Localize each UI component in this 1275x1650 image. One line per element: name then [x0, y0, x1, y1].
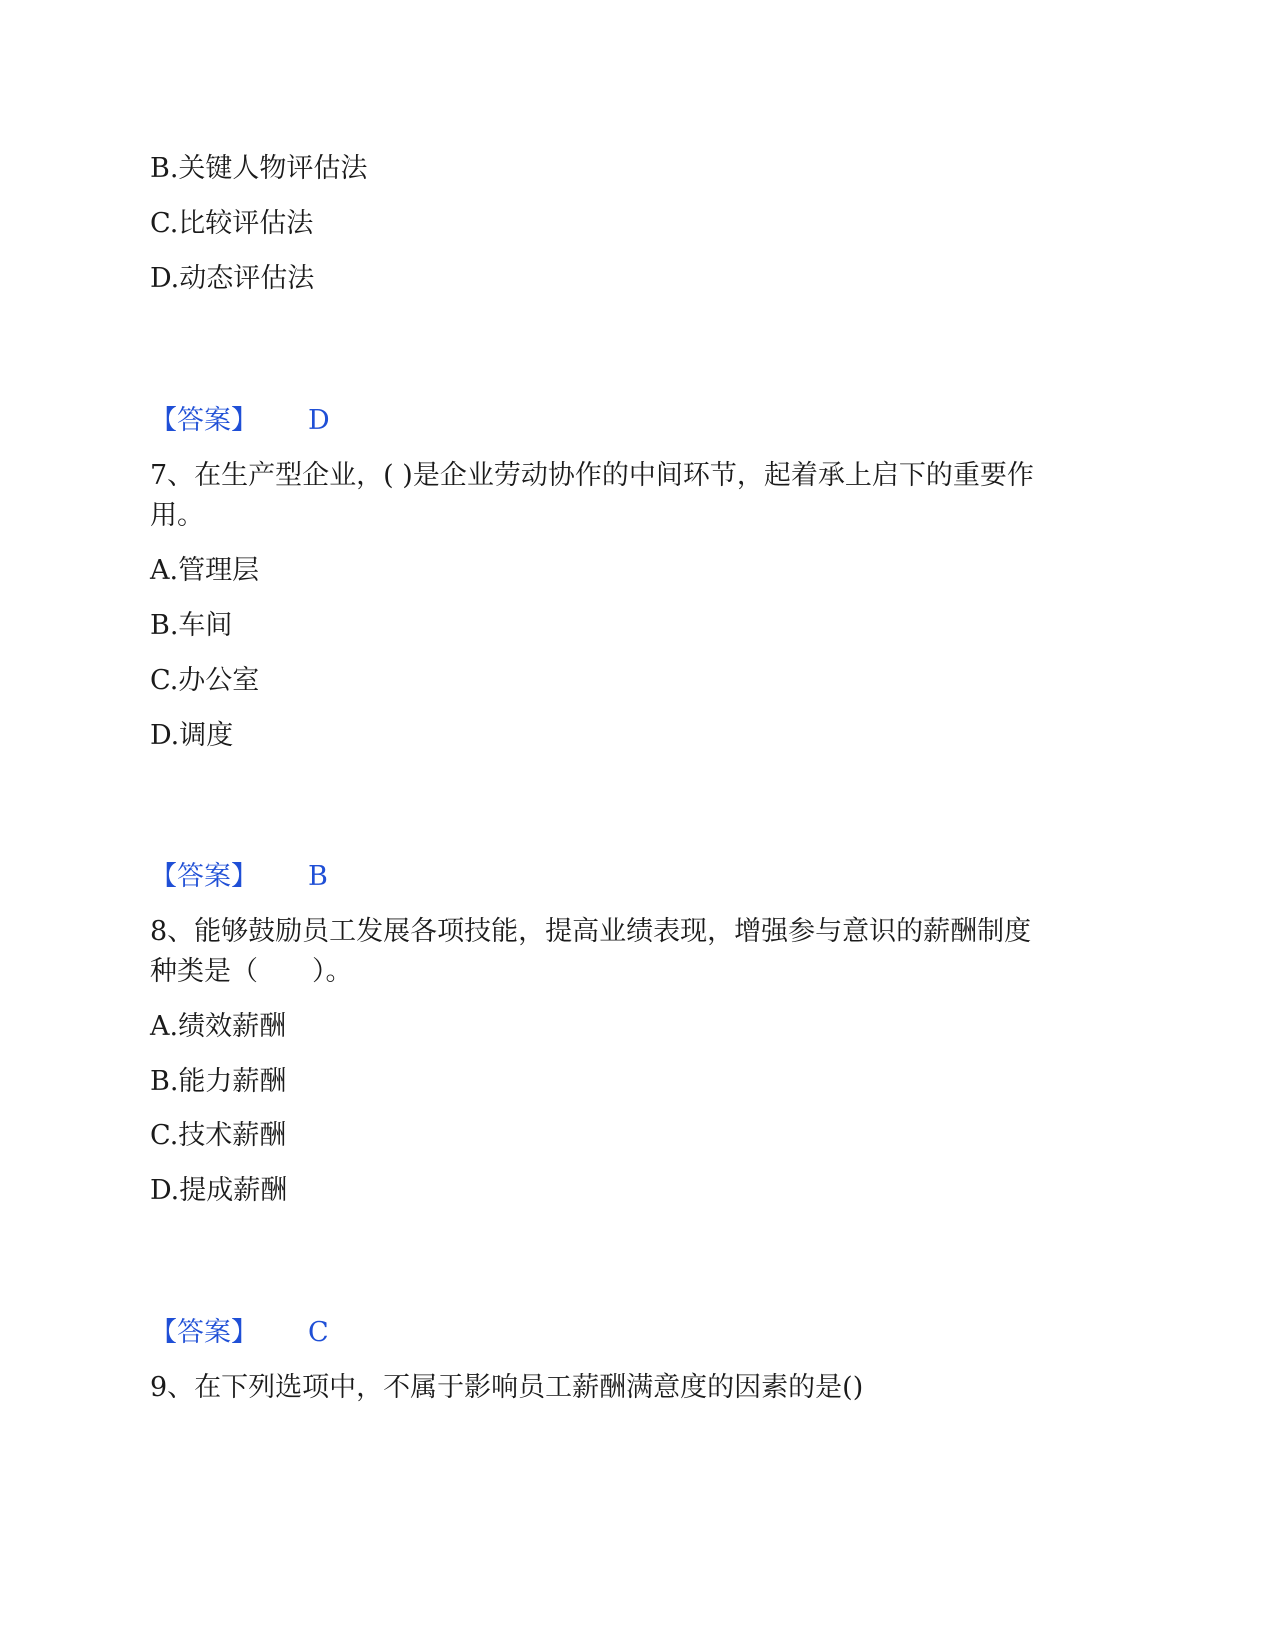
q6-option-c: C.比较评估法 — [150, 208, 314, 239]
q7-option-b: B.车间 — [150, 610, 233, 641]
q8-option-b: B.能力薪酬 — [150, 1066, 287, 1097]
q7-answer-label: 【答案】 — [150, 861, 258, 892]
q6-option-d: D.动态评估法 — [150, 263, 315, 294]
q8-stem-line2: 种类是（ ）。 — [150, 956, 353, 987]
q7-option-d: D.调度 — [150, 720, 234, 751]
q8-answer-label: 【答案】 — [150, 1317, 258, 1348]
q6-answer-label: 【答案】 — [150, 405, 258, 436]
q8-option-a: A.绩效薪酬 — [150, 1011, 287, 1042]
q7-option-c: C.办公室 — [150, 665, 260, 696]
q8-option-c: C.技术薪酬 — [150, 1120, 287, 1151]
q8-answer — [150, 1313, 329, 1353]
q6-option-b: B.关键人物评估法 — [150, 153, 368, 184]
q8-stem-line1: 8、能够鼓励员工发展各项技能，提高业绩表现，增强参与意识的薪酬制度 — [150, 916, 1032, 947]
q7-stem-line1: 7、在生产型企业，( )是企业劳动协作的中间环节，起着承上启下的重要作 — [150, 460, 1034, 491]
q7-answer — [150, 857, 328, 897]
q9-stem-line1: 9、在下列选项中，不属于影响员工薪酬满意度的因素的是() — [150, 1372, 864, 1403]
q7-stem-line2: 用。 — [150, 500, 204, 531]
q6-answer — [150, 401, 330, 441]
q7-answer-value: B — [308, 861, 328, 892]
q8-option-d: D.提成薪酬 — [150, 1175, 288, 1206]
q7-option-a: A.管理层 — [150, 555, 260, 586]
q6-answer-value: D — [308, 405, 330, 436]
q8-answer-value: C — [308, 1317, 329, 1348]
